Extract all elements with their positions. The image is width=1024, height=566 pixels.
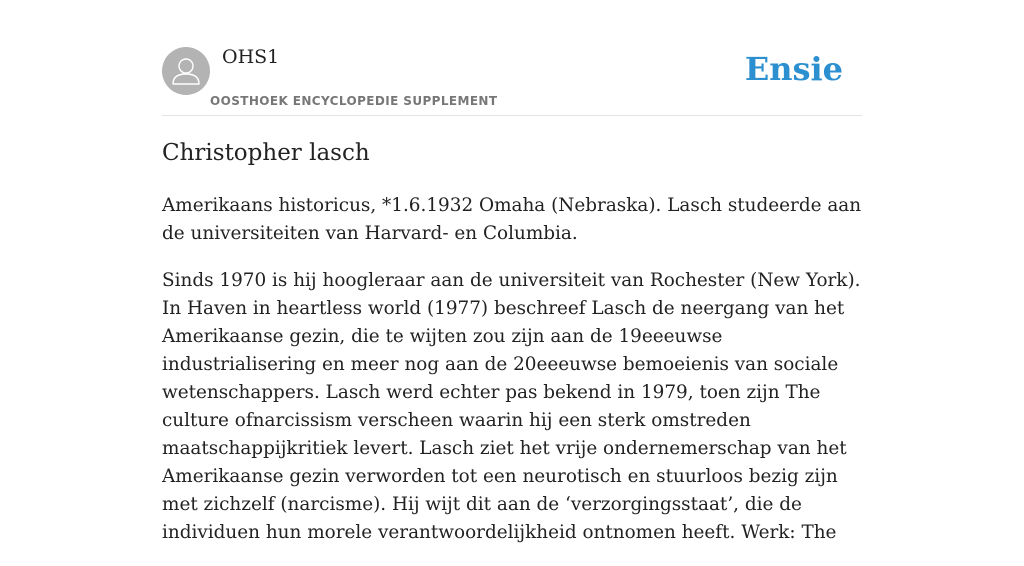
- article-body: [162, 192, 862, 566]
- article-title: Christopher lasch: [162, 140, 370, 166]
- source-label[interactable]: OOSTHOEK ENCYCLOPEDIE SUPPLEMENT: [210, 94, 498, 108]
- article-paragraph: Sinds 1970 is hij hoogleraar aan de universiteit van Rochester (New York). In Haven in heartless world (1977) beschreef Lasch de neergang van het Amerikaanse gezin, die te wijten zou zijn aan de 19eeeuwse industrialisering en meer nog aan de 20eeeuwse bemoeienis van sociale wetenschappers. Lasch werd echter pas bekend in 1979, toen zijn The culture ofnarcissism verscheen waarin hij een sterk omstreden maatschappijkritiek levert. Lasch ziet het vrije ondernemerschap van het Amerikaanse gezin verworden tot een neurotisch en stuurloos bezig zijn met zichzelf (narcisme). Hij wijt dit aan de ‘verzorgingsstaat’, die de individuen hun morele verantwoordelijkheid ontnomen heeft. Werk: The: [162, 270, 861, 543]
- article-paragraph: Amerikaans historicus, *1.6.1932 Omaha (Nebraska). Lasch studeerde aan de universiteiten van Harvard- en Columbia.: [162, 195, 862, 244]
- ensie-logo[interactable]: Ensie: [744, 50, 843, 88]
- header: [162, 0, 862, 116]
- author-name[interactable]: OHS1: [222, 46, 280, 68]
- author-avatar[interactable]: [162, 47, 210, 95]
- page-container: [162, 0, 862, 543]
- user-silhouette-icon: [162, 47, 210, 95]
